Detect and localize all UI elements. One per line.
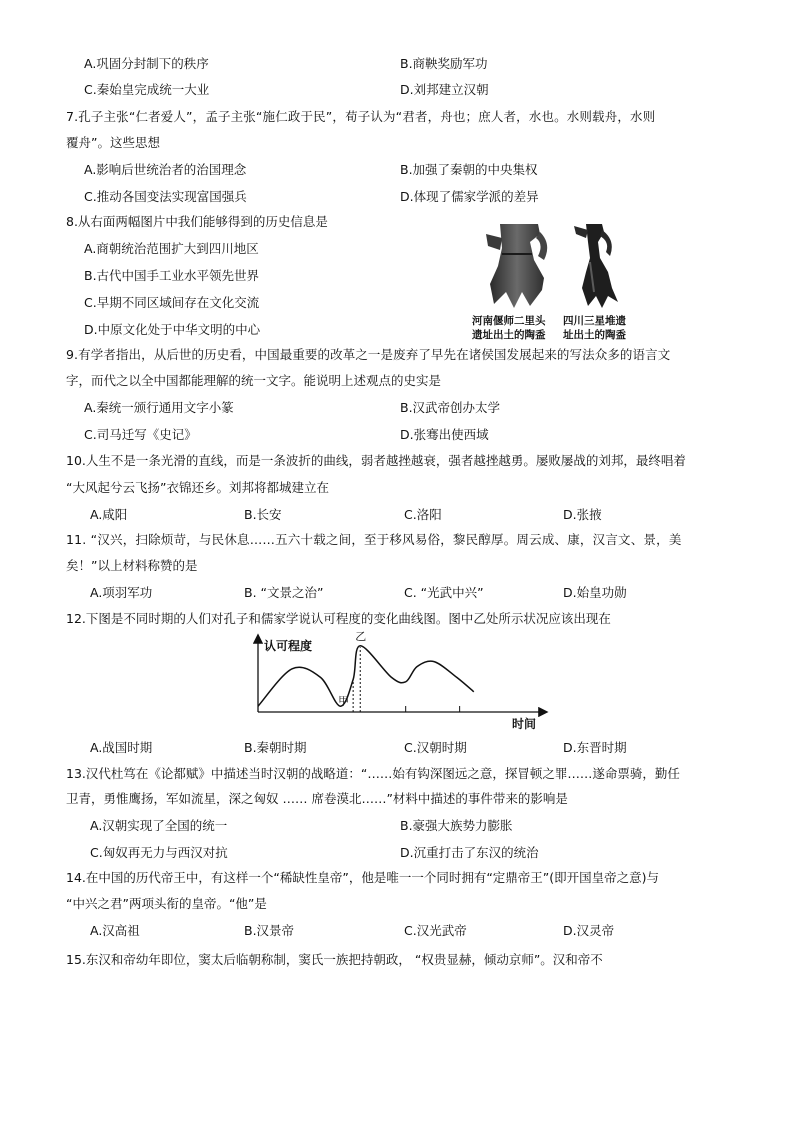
sanxingdui-pottery-he-image — [568, 222, 626, 312]
erlitou-pottery-he-image — [478, 220, 558, 312]
q10-option-d: D.张掖 — [563, 507, 602, 522]
pottery-caption-2-line2: 址出土的陶盉 — [563, 329, 626, 341]
q14-option-a: A.汉高祖 — [90, 923, 140, 938]
q11-stem-line1: 11. “汉兴，扫除烦苛，与民休息……五六十载之间，至于移风易俗，黎民醇厚。周云成、康，汉言文、景，美 — [66, 532, 682, 547]
q6-option-b: B.商鞅奖励军功 — [400, 56, 488, 71]
q7-option-b: B.加强了秦朝的中央集权 — [400, 162, 538, 177]
jia-label: 甲 — [338, 694, 350, 708]
q13-option-c: C.匈奴再无力与西汉对抗 — [90, 845, 228, 860]
q14-option-d: D.汉灵帝 — [563, 923, 615, 938]
q8-option-c: C.早期不同区域间存在文化交流 — [84, 295, 260, 310]
q11-stem-line2: 矣！”以上材料称赞的是 — [66, 558, 198, 573]
q9-stem-line2: 字，而代之以全中国都能理解的统一文字。能说明上述观点的史实是 — [66, 373, 442, 388]
q14-option-b: B.汉景帝 — [244, 923, 295, 938]
x-ticks — [406, 706, 460, 712]
q6-option-a: A.巩固分封制下的秩序 — [84, 56, 209, 71]
q10-stem-line1: 10.人生不是一条光滑的直线，而是一条波折的曲线，弱者越挫越衰，强者越挫越勇。屡败屡战的刘邦，最终唱着 — [66, 453, 686, 468]
q7-option-d: D.体现了儒家学派的差异 — [400, 189, 539, 204]
q7-stem-line2: 覆舟”。这些思想 — [66, 135, 160, 150]
q10-stem-line2: “大风起兮云飞扬”衣锦还乡。刘邦将都城建立在 — [66, 480, 329, 495]
q12-option-b: B.秦朝时期 — [244, 740, 307, 755]
q13-stem-line2: 卫青，勇惟鹰扬，军如流星，深之匈奴 …… 席卷漠北……”材料中描述的事件带来的影响是 — [66, 791, 568, 806]
q7-option-c: C.推动各国变法实现富国强兵 — [84, 189, 247, 204]
q12-option-d: D.东晋时期 — [563, 740, 627, 755]
q6-option-c: C.秦始皇完成统一大业 — [84, 82, 210, 97]
q11-option-c: C. “光武中兴” — [404, 585, 484, 600]
q10-option-b: B.长安 — [244, 507, 282, 522]
q15-stem-line1: 15.东汉和帝幼年即位，窦太后临朝称制，窦氏一族把持朝政， “权贵显赫，倾动京师”。汉和帝不 — [66, 952, 603, 967]
q11-option-b: B. “文景之治” — [244, 585, 324, 600]
q9-option-c: C.司马迁写《史记》 — [84, 427, 197, 442]
q8-option-a: A.商朝统治范围扩大到四川地区 — [84, 241, 259, 256]
q8-option-b: B.古代中国手工业水平领先世界 — [84, 268, 260, 283]
q10-option-a: A.咸阳 — [90, 507, 128, 522]
pottery-caption-1-line2: 遗址出土的陶盉 — [472, 329, 546, 341]
q8-stem: 8.从右面两幅图片中我们能够得到的历史信息是 — [66, 214, 328, 229]
q7-option-a: A.影响后世统治者的治国理念 — [84, 162, 247, 177]
q14-stem-line2: “中兴之君”两项头衔的皇帝。“他”是 — [66, 896, 267, 911]
q8-option-d: D.中原文化处于中华文明的中心 — [84, 322, 261, 337]
q9-option-a: A.秦统一颁行通用文字小篆 — [84, 400, 234, 415]
q11-option-a: A.项羽军功 — [90, 585, 153, 600]
q9-stem-line1: 9.有学者指出，从后世的历史看，中国最重要的改革之一是废弃了早先在诸侯国发展起来的写法众多的语言文 — [66, 347, 671, 362]
yi-label: 乙 — [355, 630, 367, 643]
recognition-curve — [258, 646, 474, 706]
x-axis-label: 时间 — [512, 717, 537, 731]
q13-stem-line1: 13.汉代杜笃在《论都赋》中描述当时汉朝的战略道：“……始有钩深图远之意，探冒顿之罪……遂命票骑，勤任 — [66, 766, 680, 781]
q14-option-c: C.汉光武帝 — [404, 923, 467, 938]
q13-option-d: D.沉重打击了东汉的统治 — [400, 845, 539, 860]
q9-option-d: D.张骞出使西域 — [400, 427, 489, 442]
q6-option-d: D.刘邦建立汉朝 — [400, 82, 489, 97]
y-axis-label: 认可程度 — [264, 639, 313, 653]
pottery-caption-2-line1: 四川三星堆遗 — [563, 315, 626, 327]
recognition-curve-chart — [250, 630, 550, 734]
q13-option-a: A.汉朝实现了全国的统一 — [90, 818, 228, 833]
q11-option-d: D.始皇功勋 — [563, 585, 627, 600]
q10-option-c: C.洛阳 — [404, 507, 442, 522]
q9-option-b: B.汉武帝创办太学 — [400, 400, 501, 415]
q12-stem: 12.下图是不同时期的人们对孔子和儒家学说认可程度的变化曲线图。图中乙处所示状况应该出现在 — [66, 611, 611, 626]
q7-stem-line1: 7.孔子主张“仁者爱人”，孟子主张“施仁政于民”，荀子认为“君者，舟也；庶人者，水也。水则载舟，水则 — [66, 109, 656, 124]
pottery-caption-1-line1: 河南偃师二里头 — [472, 315, 546, 327]
q12-option-a: A.战国时期 — [90, 740, 153, 755]
q13-option-b: B.豪强大族势力膨胀 — [400, 818, 513, 833]
q14-stem-line1: 14.在中国的历代帝王中，有这样一个“稀缺性皇帝”，他是唯一一个同时拥有“定鼎帝王”(即开国皇帝之意)与 — [66, 870, 660, 885]
q12-option-c: C.汉朝时期 — [404, 740, 467, 755]
